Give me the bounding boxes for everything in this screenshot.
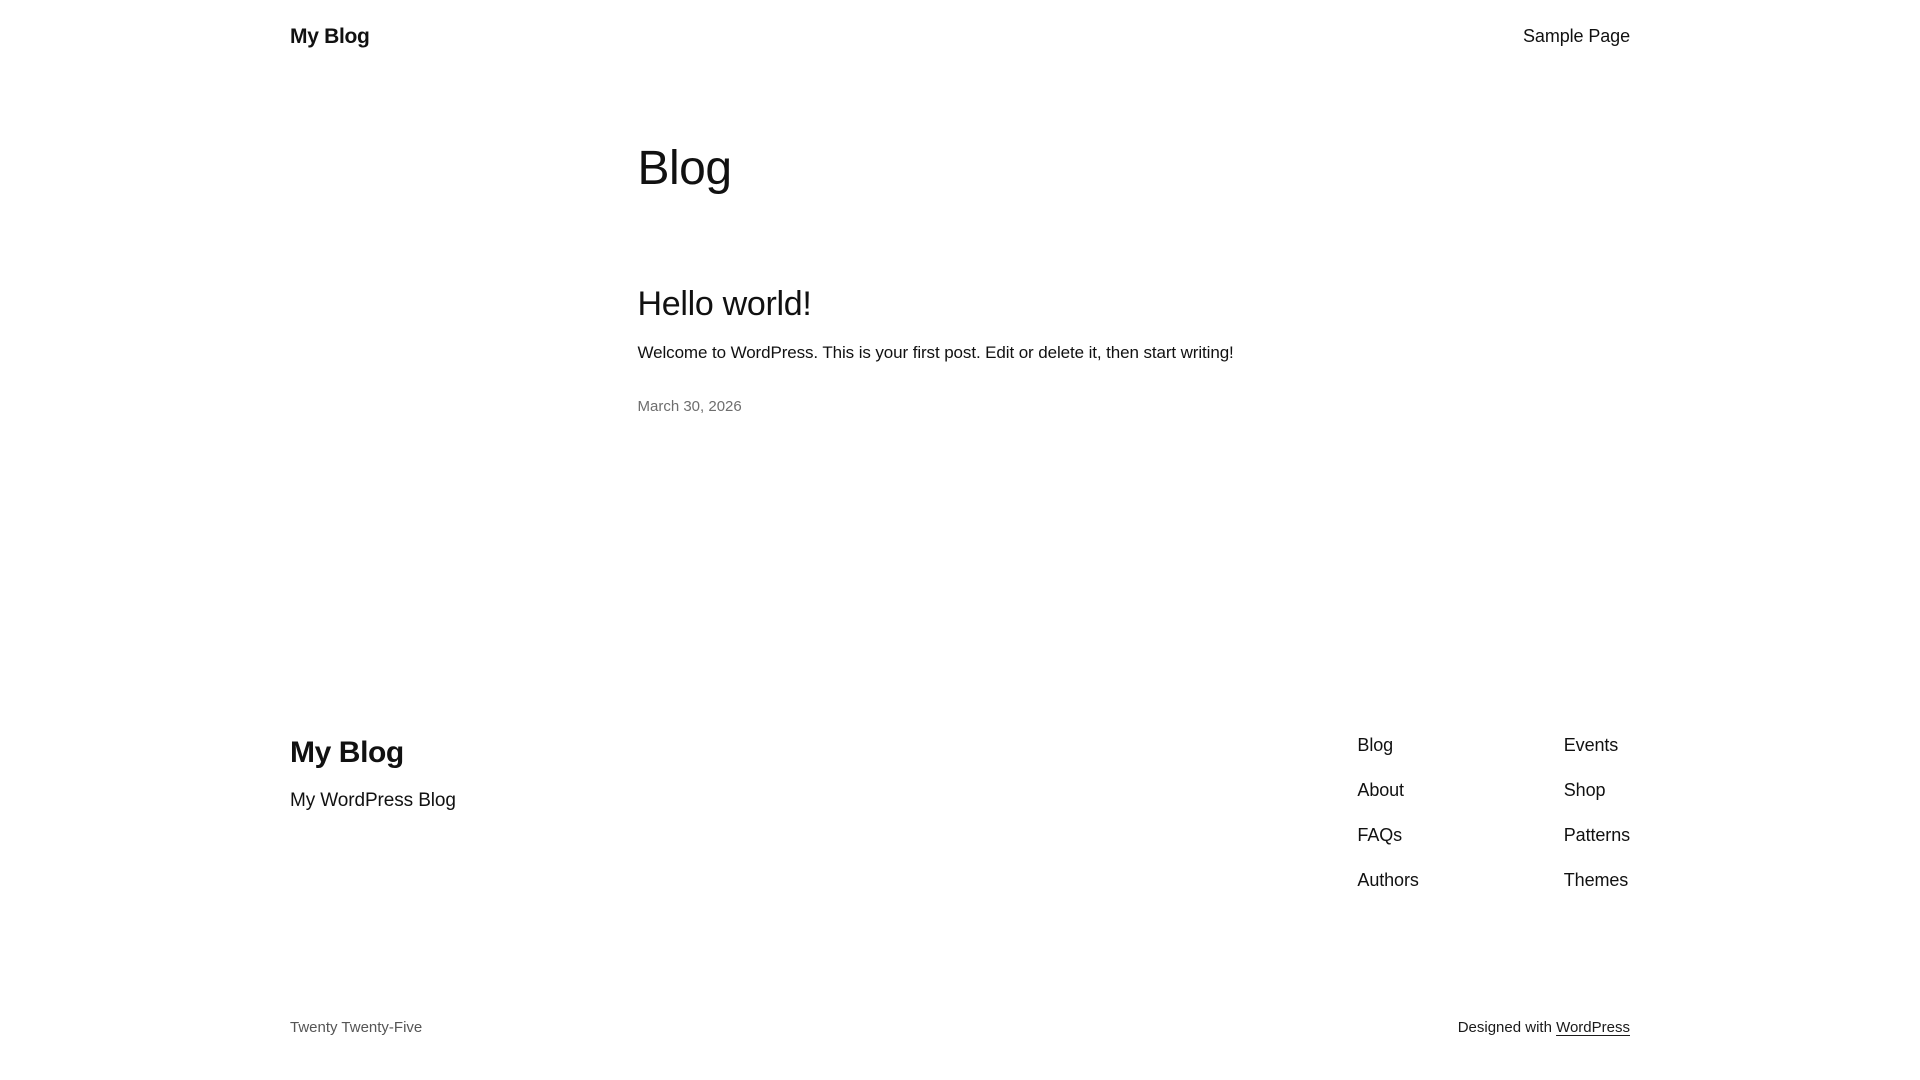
wordpress-link[interactable]: WordPress — [1556, 1019, 1630, 1036]
header-nav — [1523, 22, 1630, 52]
footer-link-about[interactable]: About — [1357, 779, 1404, 800]
footer-link-faqs[interactable]: FAQs — [1357, 824, 1403, 845]
footer-nav-column-1 — [1357, 735, 1418, 891]
footer-site-title — [290, 735, 456, 771]
footer-link-events[interactable]: Events — [1563, 734, 1619, 755]
footer-tagline: My WordPress Blog — [290, 789, 456, 811]
credit-prefix-text: Designed with — [1457, 1019, 1557, 1036]
post-date: March 30, 2026 — [637, 397, 742, 415]
site-title-link[interactable]: My Blog — [290, 25, 370, 48]
post-title-link[interactable]: Hello world! — [637, 284, 812, 323]
footer-site-title-link[interactable]: My Blog — [290, 735, 404, 769]
page-container — [290, 0, 1630, 1080]
footer-link-blog[interactable]: Blog — [1357, 734, 1394, 755]
footer-link-shop[interactable]: Shop — [1563, 779, 1606, 800]
site-footer — [290, 735, 1630, 891]
main-content — [638, 52, 1283, 417]
page-title: Blog — [637, 142, 732, 195]
post-title — [638, 284, 1283, 325]
footer-credit-bar — [290, 1017, 1630, 1038]
post-item — [638, 284, 1283, 417]
footer-link-themes[interactable]: Themes — [1563, 869, 1629, 890]
theme-name-link[interactable]: Twenty Twenty-Five — [290, 1019, 423, 1036]
nav-item-sample-page[interactable]: Sample Page — [1523, 26, 1630, 46]
footer-brand — [290, 735, 456, 815]
footer-link-patterns[interactable]: Patterns — [1563, 824, 1630, 845]
footer-nav — [1357, 735, 1630, 891]
post-excerpt: Welcome to WordPress. This is your first post. Edit or delete it, then start writing! — [637, 343, 1234, 363]
site-header — [290, 22, 1630, 52]
footer-nav-column-2 — [1564, 735, 1630, 891]
footer-link-authors[interactable]: Authors — [1357, 869, 1419, 890]
designed-with-credit — [1458, 1017, 1630, 1038]
